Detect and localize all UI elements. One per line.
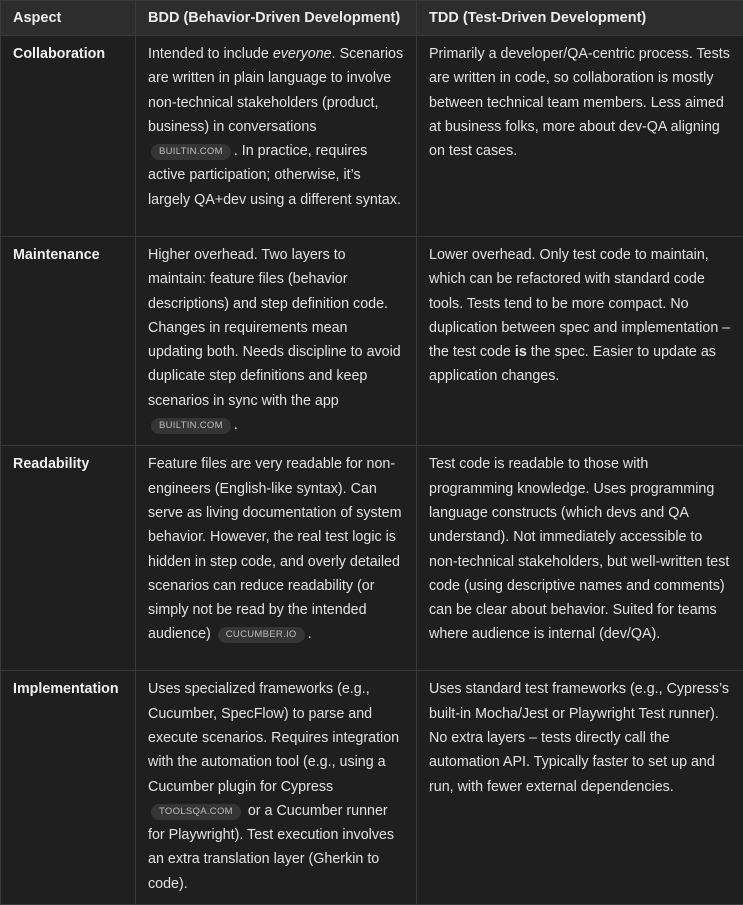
bdd-readability — [136, 446, 417, 671]
table-row — [1, 237, 743, 446]
text: . In practice, requires active participation; otherwise, it’s largely QA+dev using a different syntax. — [148, 143, 401, 208]
header-bdd: BDD (Behavior-Driven Development) — [136, 1, 417, 36]
text: or a Cucumber runner for Playwright). Test execution involves an extra translation layer (Gherkin to code). — [148, 803, 394, 892]
text: Uses specialized frameworks (e.g., Cucumber, SpecFlow) to parse and execute scenarios. Requires integration with the automation tool (e.g., using a Cucumber plugin for Cypress — [148, 681, 399, 794]
table-row — [1, 671, 743, 905]
text: Lower overhead. Only test code to maintain, which can be refactored with standard code tools. Tests tend to be more compact. No duplication between spec and implementation – the test code — [429, 247, 730, 360]
aspect-collaboration: Collaboration — [1, 36, 136, 237]
tdd-readability: Test code is readable to those with programming knowledge. Uses programming language constructs (which devs and QA understand). Not immediately accessible to non-technical stakeholders, but well-written test code (using descriptive names and comments) can be clear about behavior. Suited for teams where audience is internal (dev/QA). — [417, 446, 743, 671]
emphasis: everyone — [273, 46, 332, 62]
text: . Scenarios are written in plain language to involve non-technical stakeholders (product, business) in conversations — [148, 46, 403, 135]
citation-link[interactable]: CUCUMBER.IO — [218, 627, 305, 643]
text: . — [234, 417, 238, 433]
bdd-maintenance — [136, 237, 417, 446]
header-row — [1, 1, 743, 36]
text: the spec. Easier to update as application changes. — [429, 344, 716, 384]
bold-text: is — [515, 344, 527, 360]
tdd-implementation: Uses standard test frameworks (e.g., Cypress’s built-in Mocha/Jest or Playwright Test runner). No extra layers – tests directly call the automation API. Typically faster to set up and run, with fewer external dependencies. — [417, 671, 743, 905]
text: Higher overhead. Two layers to maintain: feature files (behavior descriptions) and step definition code. Changes in requirements mean updating both. Needs discipline to avoid duplicate step definitions and keep scenarios in sync with the app — [148, 247, 401, 409]
aspect-maintenance: Maintenance — [1, 237, 136, 446]
aspect-implementation: Implementation — [1, 671, 136, 905]
citation-link[interactable]: BUILTIN.COM — [151, 144, 231, 160]
citation-link[interactable]: TOOLSQA.COM — [151, 804, 241, 820]
bdd-collaboration — [136, 36, 417, 237]
text: . — [308, 626, 312, 642]
text: Feature files are very readable for non-engineers (English-like syntax). Can serve as living documentation of system behavior. However, the real test logic is hidden in step code, and overly detailed scenarios can reduce readability (or simply not be read by the intended audience) — [148, 456, 402, 642]
table-row — [1, 446, 743, 671]
aspect-readability: Readability — [1, 446, 136, 671]
header-tdd: TDD (Test-Driven Development) — [417, 1, 743, 36]
tdd-maintenance — [417, 237, 743, 446]
header-aspect: Aspect — [1, 1, 136, 36]
table-row — [1, 36, 743, 237]
tdd-collaboration: Primarily a developer/QA-centric process. Tests are written in code, so collaboration is mostly between technical team members. Less aimed at business folks, more about dev-QA aligning on test cases. — [417, 36, 743, 237]
text: Intended to include — [148, 46, 273, 62]
bdd-implementation — [136, 671, 417, 905]
citation-link[interactable]: BUILTIN.COM — [151, 418, 231, 434]
